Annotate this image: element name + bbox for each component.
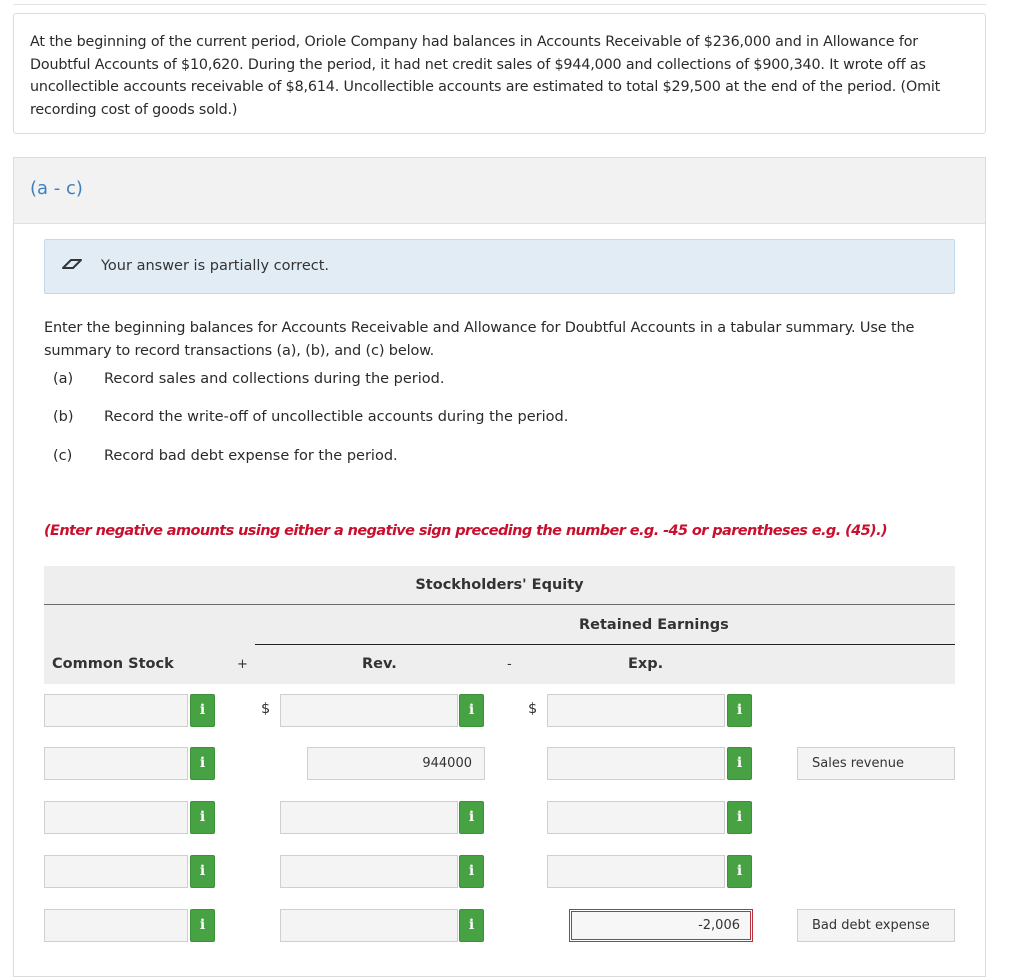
info-icon[interactable]: i [190,909,215,942]
info-icon[interactable]: i [727,747,752,780]
table-header-equity [44,566,955,605]
top-divider [13,4,986,5]
step-key: (b) [53,409,74,425]
revenue-input[interactable] [280,909,458,942]
common-stock-input[interactable] [44,694,188,727]
info-icon[interactable]: i [459,801,484,834]
stockholders-equity-header: Stockholders' Equity [415,577,584,593]
step-key: (a) [53,371,74,387]
common-stock-input[interactable] [44,909,188,942]
info-icon[interactable]: i [190,801,215,834]
minus-operator: - [507,657,512,672]
table-header-columns [44,645,955,684]
expense-input[interactable] [547,694,725,727]
expense-input[interactable] [547,855,725,888]
part-label: (a - c) [30,178,83,199]
part-header [14,158,985,224]
common-stock-input[interactable] [44,747,188,780]
eraser-icon [61,256,83,274]
feedback-banner [44,239,955,294]
currency-sign: $ [528,701,538,717]
revenue-input[interactable] [280,855,458,888]
revenue-header: Rev. [362,656,397,672]
description-input[interactable] [797,747,955,780]
info-icon[interactable]: i [727,855,752,888]
feedback-message: Your answer is partially correct. [101,258,330,274]
step-text: Record sales and collections during the period. [104,371,445,387]
negative-amount-note: (Enter negative amounts using either a negative sign preceding the number e.g. -45 or parentheses e.g. (45).) [44,523,888,539]
common-stock-header: Common Stock [52,656,174,672]
info-icon[interactable]: i [727,801,752,834]
common-stock-input[interactable] [44,801,188,834]
info-icon[interactable]: i [459,909,484,942]
info-icon[interactable]: i [190,747,215,780]
info-icon[interactable]: i [727,694,752,727]
expense-input-incorrect[interactable] [569,909,753,942]
instructions: Enter the beginning balances for Accounts Receivable and Allowance for Doubtful Accounts in a tabular summary. Use the summary to record transactions (a), (b), and (c) below. [44,320,915,359]
step-key: (c) [53,448,73,464]
expense-input[interactable] [547,747,725,780]
expense-header: Exp. [628,656,664,672]
revenue-input[interactable] [280,801,458,834]
table-header-retained [44,605,955,645]
revenue-input[interactable] [280,694,458,727]
step-text: Record the write-off of uncollectible accounts during the period. [104,409,569,425]
expense-input[interactable] [547,801,725,834]
info-icon[interactable]: i [190,855,215,888]
common-stock-input[interactable] [44,855,188,888]
problem-statement-card [13,13,986,134]
description-input[interactable] [797,909,955,942]
plus-operator: + [237,657,248,672]
info-icon[interactable]: i [459,855,484,888]
currency-sign: $ [261,701,271,717]
step-text: Record bad debt expense for the period. [104,448,398,464]
retained-earnings-header: Retained Earnings [579,617,729,633]
info-icon[interactable]: i [459,694,484,727]
revenue-input[interactable] [307,747,485,780]
problem-statement: At the beginning of the current period, Oriole Company had balances in Accounts Receivable of $236,000 and in Allowance for Doubtful Accounts of $10,620. During the period, it had net credit sales of $944,000 and collections of $900,340. It wrote off as uncollectible accounts receivable of $8,614. Uncollectible accounts are estimated to total $29,500 at the end of the period. (Omit recording cost of goods sold.) [30,34,941,118]
info-icon[interactable]: i [190,694,215,727]
